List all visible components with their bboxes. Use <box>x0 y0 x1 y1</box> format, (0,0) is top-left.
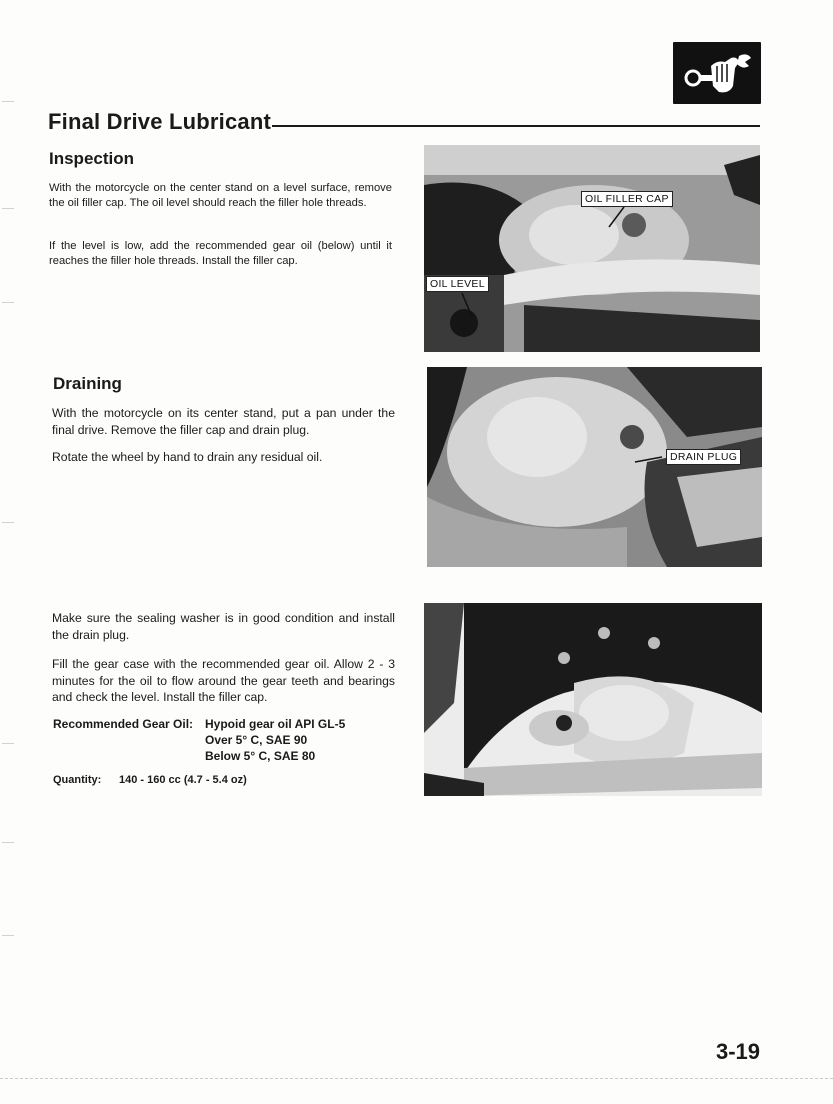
callout-drain-plug: DRAIN PLUG <box>666 449 741 465</box>
draining-paragraph: With the motorcycle on its center stand, put a pan under the final drive. Remove the filler cap and drain plug. <box>52 406 395 437</box>
page-title: Final Drive Lubricant <box>48 109 272 134</box>
section-heading-draining: Draining <box>53 374 122 393</box>
inspection-paragraph: If the level is low, add the recommended gear oil (below) until it reaches the filler hole threads. Install the filler cap. <box>49 240 392 267</box>
draining-paragraph: Rotate the wheel by hand to drain any residual oil. <box>52 450 323 464</box>
margin-mark <box>2 208 14 209</box>
spec-label: Recommended Gear Oil: <box>53 717 194 731</box>
margin-mark <box>2 522 14 523</box>
refill-image <box>424 603 762 796</box>
bottom-rule <box>0 1078 833 1079</box>
spec-line: Over 5° C, SAE 90 <box>205 733 308 747</box>
inspection-paragraph: With the motorcycle on the center stand on a level surface, remove the oil filler cap. The oil level should reach the filler hole threads. <box>49 182 392 209</box>
refill-photo <box>424 603 762 796</box>
inspection-photo <box>424 145 760 352</box>
draining-photo <box>427 367 762 567</box>
margin-mark <box>2 743 14 744</box>
final-drive-top-image <box>424 145 760 352</box>
section-heading-inspection: Inspection <box>49 149 135 168</box>
refill-paragraph: Make sure the sealing washer is in good condition and install the drain plug. <box>52 611 395 642</box>
spec-line: Below 5° C, SAE 80 <box>205 749 316 763</box>
margin-mark <box>2 101 14 102</box>
title-rule <box>272 125 760 127</box>
page-number: 3-19 <box>716 1039 761 1064</box>
callout-oil-level: OIL LEVEL <box>426 276 489 292</box>
margin-mark <box>2 935 14 936</box>
refill-paragraph: Fill the gear case with the recommended gear oil. Allow 2 - 3 minutes for the oil to flow around the gear teeth and bearings and check the level. Install the filler cap. <box>52 657 395 704</box>
callout-oil-filler-cap: OIL FILLER CAP <box>581 191 673 207</box>
spec-line: Hypoid gear oil API GL-5 <box>205 717 346 731</box>
margin-mark <box>2 842 14 843</box>
chapter-tab <box>673 42 761 104</box>
wrench-hand-icon <box>673 42 761 104</box>
margin-mark <box>2 302 14 303</box>
drain-plug-image <box>427 367 762 567</box>
quantity-value: 140 - 160 cc (4.7 - 5.4 oz) <box>119 774 247 786</box>
quantity-label: Quantity: <box>53 774 102 786</box>
